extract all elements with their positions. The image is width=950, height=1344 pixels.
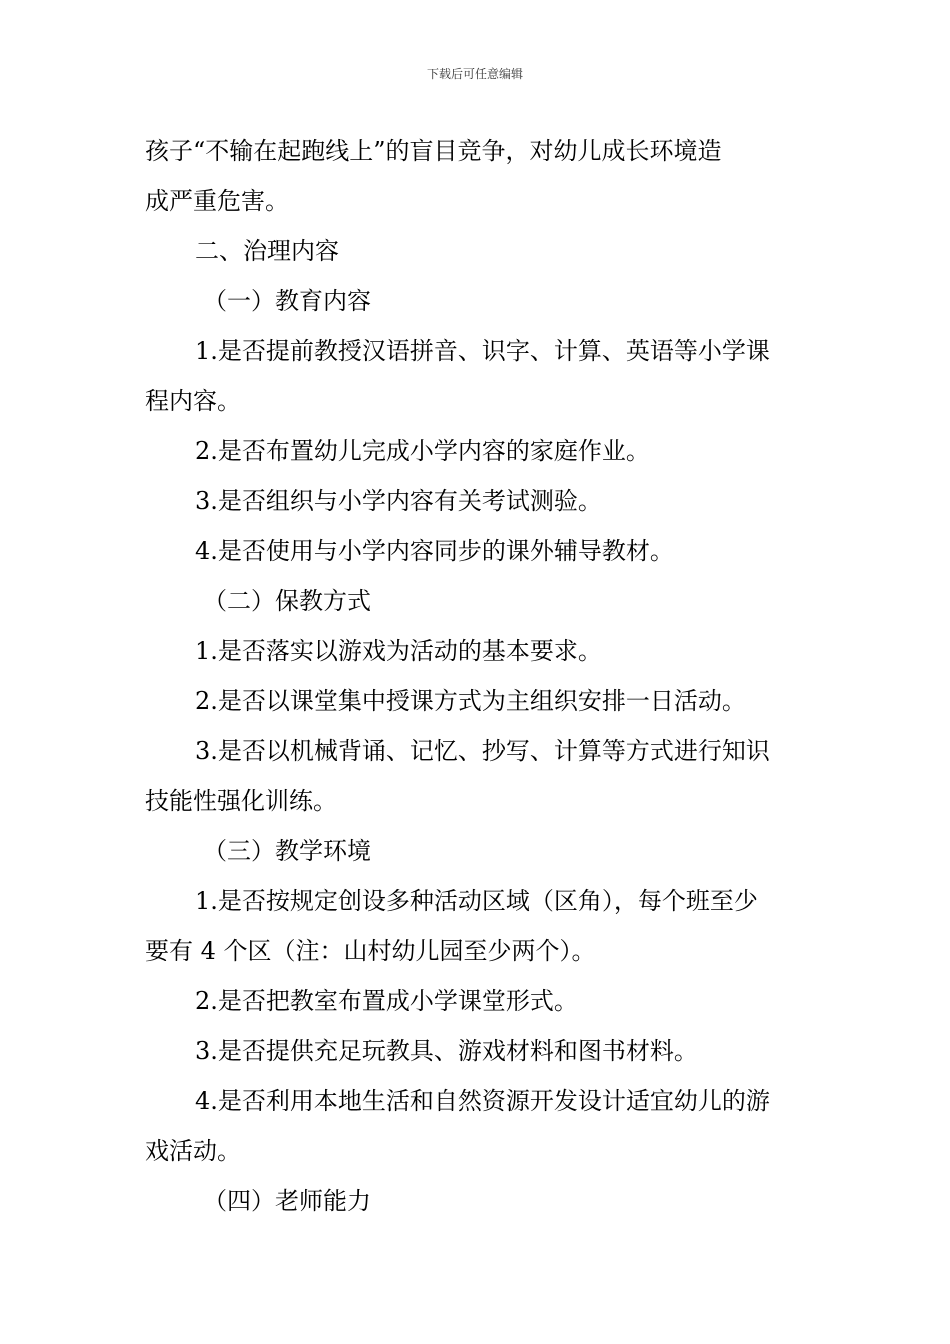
list-item: 3.是否提供充足玩教具、游戏材料和图书材料。	[195, 1037, 698, 1065]
list-item: 1.是否落实以游戏为活动的基本要求。	[195, 637, 602, 665]
list-item: 4.是否利用本地生活和自然资源开发设计适宜幼儿的游	[195, 1087, 770, 1115]
list-item: 2.是否把教室布置成小学课堂形式。	[195, 987, 578, 1015]
page-header: 下载后可任意编辑	[426, 67, 523, 81]
subsection-heading: （一）教育内容	[203, 287, 371, 315]
list-item: 3.是否以机械背诵、记忆、抄写、计算等方式进行知识	[195, 737, 770, 765]
subsection-heading: （二）保教方式	[203, 587, 371, 615]
list-item-continuation: 程内容。	[145, 387, 241, 415]
paragraph-line: 孩子“不输在起跑线上”的盲目竞争，对幼儿成长环境造	[145, 137, 722, 165]
list-item: 2.是否以课堂集中授课方式为主组织安排一日活动。	[195, 687, 746, 715]
list-item-continuation: 技能性强化训练。	[145, 787, 337, 815]
document-body	[145, 126, 807, 1226]
list-item: 1.是否提前教授汉语拼音、识字、计算、英语等小学课	[195, 337, 770, 365]
section-heading: 二、治理内容	[195, 237, 339, 265]
list-item-continuation: 要有 4 个区（注：山村幼儿园至少两个）。	[145, 937, 596, 965]
paragraph-line: 成严重危害。	[145, 187, 289, 215]
list-item-continuation: 戏活动。	[145, 1137, 241, 1165]
list-item: 1.是否按规定创设多种活动区域（区角），每个班至少	[195, 887, 758, 915]
list-item: 4.是否使用与小学内容同步的课外辅导教材。	[195, 537, 674, 565]
subsection-heading: （四）老师能力	[203, 1187, 371, 1215]
list-item: 3.是否组织与小学内容有关考试测验。	[195, 487, 602, 515]
subsection-heading: （三）教学环境	[203, 837, 371, 865]
list-item: 2.是否布置幼儿完成小学内容的家庭作业。	[195, 437, 650, 465]
